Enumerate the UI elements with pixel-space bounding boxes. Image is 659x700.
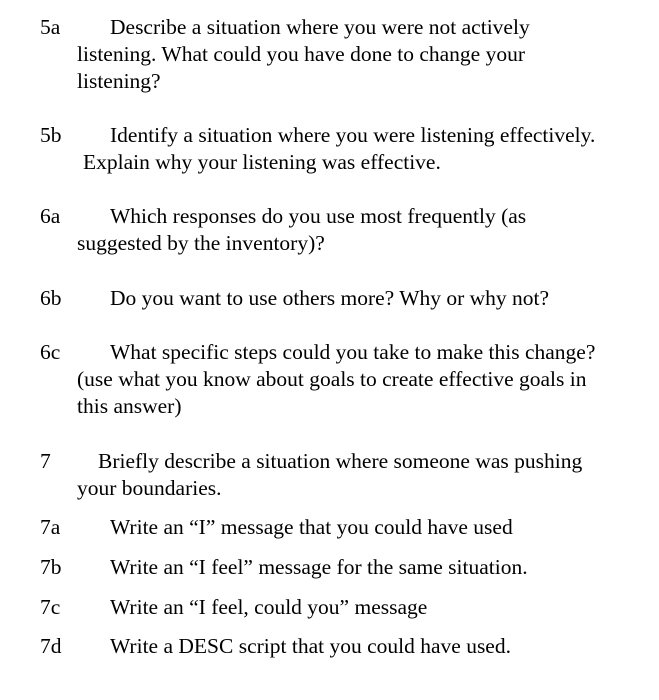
question-text-line: Which responses do you use most frequently (as bbox=[110, 204, 527, 228]
question-number: 6b bbox=[40, 286, 62, 310]
question-text-line: (use what you know about goals to create effective goals in bbox=[77, 367, 587, 391]
question-text-line: this answer) bbox=[77, 394, 182, 418]
question-text-line: Describe a situation where you were not actively bbox=[110, 15, 530, 39]
question-7d bbox=[0, 633, 659, 660]
question-number: 5a bbox=[40, 15, 61, 39]
question-text-line: What specific steps could you take to make this change? bbox=[110, 340, 596, 364]
question-6a bbox=[0, 203, 659, 257]
question-5b bbox=[0, 122, 659, 176]
question-number: 7b bbox=[40, 555, 62, 579]
question-number: 5b bbox=[40, 123, 62, 147]
question-text-line: Write an “I feel, could you” message bbox=[110, 595, 428, 619]
question-text-line: Write a DESC script that you could have used. bbox=[110, 634, 511, 658]
question-number: 7a bbox=[40, 515, 61, 539]
question-6b bbox=[0, 285, 659, 312]
question-text-line: listening. What could you have done to change your bbox=[77, 42, 526, 66]
question-6c bbox=[0, 339, 659, 420]
question-text-line: Write an “I feel” message for the same situation. bbox=[110, 555, 528, 579]
question-text-line: Do you want to use others more? Why or why not? bbox=[110, 286, 550, 310]
question-number: 7c bbox=[40, 595, 61, 619]
question-7 bbox=[0, 448, 659, 502]
question-number: 7 bbox=[40, 449, 51, 473]
question-text-line: Explain why your listening was effective. bbox=[83, 150, 441, 174]
question-7c bbox=[0, 594, 659, 621]
question-5a bbox=[0, 14, 659, 95]
question-number: 7d bbox=[40, 634, 62, 658]
question-text-line: Identify a situation where you were listening effectively. bbox=[110, 123, 596, 147]
question-text-line: listening? bbox=[77, 69, 161, 93]
question-text-line: suggested by the inventory)? bbox=[77, 231, 325, 255]
question-text-line: your boundaries. bbox=[77, 476, 222, 500]
question-7a bbox=[0, 514, 659, 541]
question-text-line: Briefly describe a situation where someone was pushing bbox=[98, 449, 583, 473]
question-7b bbox=[0, 554, 659, 581]
question-text-line: Write an “I” message that you could have used bbox=[110, 515, 513, 539]
question-number: 6a bbox=[40, 204, 61, 228]
question-number: 6c bbox=[40, 340, 61, 364]
